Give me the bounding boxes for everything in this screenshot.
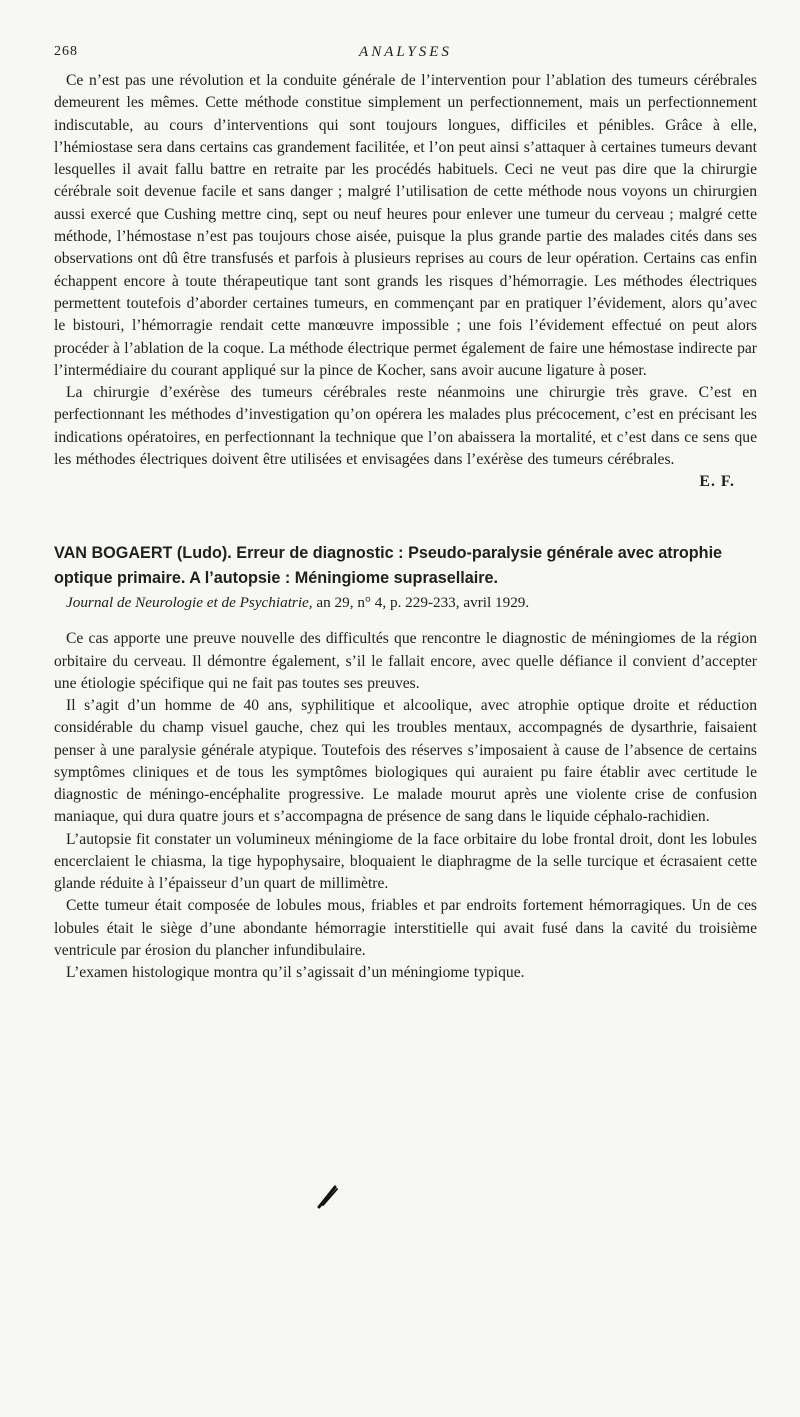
page-number: 268: [54, 44, 78, 59]
review-two-paragraph-3: L’autopsie fit constater un volumineux méningiome de la face orbitaire du lobe frontal droit, dont les lobules encerclaient le chiasma, la tige hypophysaire, bloquaient le diaphragme de la selle turcique et écrasaient cette glande réduite à l’épaisseur d’un quart de millimètre.: [54, 830, 757, 893]
review-one: [54, 70, 757, 493]
review-two-paragraph-5: L’examen histologique montra qu’il s’agissait d’un méningiome typique.: [66, 964, 525, 982]
journal-name: Journal de Neurologie et de Psychiatrie,: [66, 594, 313, 612]
review-two: [54, 541, 757, 984]
review-two-paragraph-4: Cette tumeur était composée de lobules mous, friables et par endroits fortement hémorragiques. Un de ces lobules était le siège d’une abondante hémorragie interstitielle qui avait fusé dans la cavité du troisième ventricule par érosion du plancher infundibulaire.: [54, 897, 757, 959]
journal-details: an 29, n° 4, p. 229-233, avril 1929.: [316, 594, 530, 612]
section-divider-space: [54, 493, 757, 541]
running-head: [54, 36, 757, 70]
review-one-paragraph-2: La chirurgie d’exérèse des tumeurs cérébrales reste néanmoins une chirurgie très grave. C’est en perfectionnant les méthodes d’investigation qu’on opérera les malades plus précocement, c’est en précisant les indications opératoires, en perfectionnant la technique que l’on abaissera la mortalité, et c’est dans ce sens que les méthodes électriques doivent être utilisées et envisagées dans l’exérèse des tumeurs cérébrales.: [54, 384, 757, 469]
article-author-first-name: (Ludo).: [176, 544, 232, 563]
review-two-paragraph-2: Il s’agit d’un homme de 40 ans, syphilitique et alcoolique, avec atrophie optique droite et réduction considérable du champ visuel gauche, chez qui les troubles mentaux, accompagnés de dysarthrie, faisaient penser à une paralysie générale atypique. Toutefois des réserves s’imposaient à cause de l’absence de certains symptômes cliniques et de tous les symptômes biologiques qui auraient pu faire établir avec certitude le diagnostic de méningo-encéphalite progressive. Le malade mourut après une violente crise de confusion maniaque, qui dura quatre jours et s’accompagna de présence de sang dans le liquide céphalo-rachidien.: [54, 697, 757, 826]
running-head-title: ANALYSES: [359, 44, 452, 60]
review-two-paragraph-1: Ce cas apporte une preuve nouvelle des difficultés que rencontre le diagnostic de méningiomes de la région orbitaire du cerveau. Il démontre également, s’il le fallait encore, avec quelle défiance il convient d’accepter une étiologie spécifique qui ne fait pas toutes ses preuves.: [54, 630, 757, 692]
article-body: [54, 628, 757, 984]
article-header: [54, 541, 757, 591]
article-citation: [54, 591, 757, 614]
review-one-paragraph-1: Ce n’est pas une révolution et la conduite générale de l’intervention pour l’ablation des tumeurs cérébrales demeurent les mêmes. Cette méthode constitue simplement un perfectionnement, mais un perfectionnement indiscutable, au cours d’interventions qui sont toujours longues, difficiles et pénibles. Grâce à elle, l’hémiostase sera dans certains cas grandement facilitée, et l’on peut ainsi s’attaquer à certaines tumeurs devant lesquelles il avait fallu battre en retraite par les procédés habituels. Ceci ne veut pas dire que la chirurgie cérébrale soit devenue facile et sans danger ; malgré l’utilisation de cette méthode nous voyons un chirurgien aussi exercé que Cushing mettre cinq, sept ou neuf heures pour enlever une tumeur du cerveau ; malgré cette méthode, l’hémostase n’est pas toujours chose aisée, puisque la plus grande partie des malades cités dans ses observations ont dû être transfusés et parfois à plusieurs reprises au cours de leur opération. Certains cas enfin échappent encore à toute thérapeutique tant sont grands les risques d’hémorragie. Les méthodes électriques permettent toutefois d’aborder certaines tumeurs, en commençant par en pratiquer l’évidement, alors qu’avec le bistouri, l’hémorragie rendait cette manœuvre impossible ; une fois l’évidement effectué on peut alors procéder à l’ablation de la coque. La méthode électrique permet également de faire une hémostase indirecte par l’intermédiaire du courant appliqué sur la pince de Kocher, sans avoir aucune ligature à poser.: [54, 72, 757, 379]
reviewer-signature: E. F.: [699, 473, 735, 491]
pen-mark-icon: [317, 1183, 339, 1209]
article-author: VAN BOGAERT: [54, 544, 173, 563]
article-title: Erreur de diagnostic : Pseudo-paralysie générale avec atrophie optique primaire. A l’autopsie : Méningiome suprasellaire.: [54, 544, 723, 588]
